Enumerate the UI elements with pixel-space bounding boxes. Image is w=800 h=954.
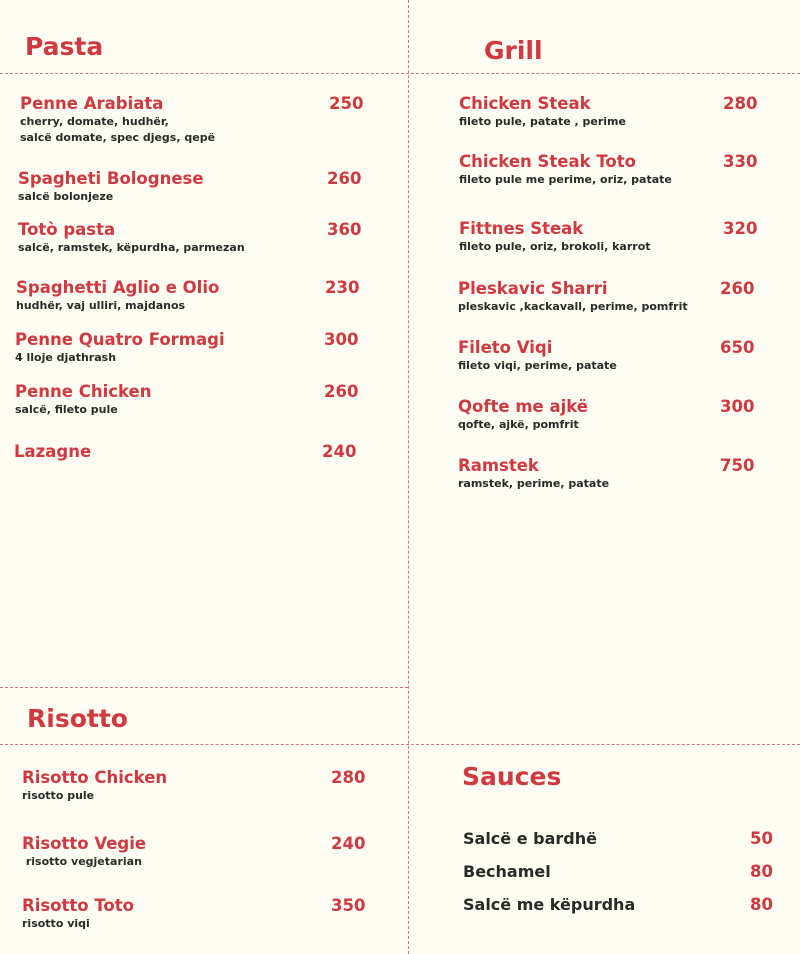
menu-item xyxy=(459,94,626,130)
item-name: Lazagne xyxy=(14,442,92,461)
item-price: 350 xyxy=(331,896,366,915)
item-price: 750 xyxy=(720,456,755,475)
item-price: 360 xyxy=(327,220,362,239)
item-desc: fileto pule, oriz, brokoli, karrot xyxy=(459,240,651,253)
item-name: Totò pasta xyxy=(18,220,116,239)
item-name: Risotto Toto xyxy=(22,896,134,915)
item-name: Pleskavic Sharri xyxy=(458,279,608,298)
item-price: 260 xyxy=(720,279,755,298)
sauce-name: Salcë e bardhë xyxy=(463,829,597,848)
item-name: Fittnes Steak xyxy=(459,219,584,238)
item-desc: risotto vegjetarian xyxy=(22,855,142,868)
item-name: Qofte me ajkë xyxy=(458,397,589,416)
item-name: Ramstek xyxy=(458,456,539,475)
item-price: 260 xyxy=(324,382,359,401)
item-desc: risotto pule xyxy=(22,789,95,802)
item-desc: fileto viqi, perime, patate xyxy=(458,359,617,372)
item-price: 300 xyxy=(720,397,755,416)
menu-item xyxy=(15,330,225,366)
menu-item xyxy=(458,456,609,492)
center-divider xyxy=(408,0,409,954)
item-price: 280 xyxy=(723,94,758,113)
sauces-title: Sauces xyxy=(462,762,562,791)
sauce-name: Bechamel xyxy=(463,862,551,881)
risotto-title: Risotto xyxy=(27,704,128,733)
sauce-price: 80 xyxy=(750,862,773,881)
top-divider xyxy=(0,73,800,74)
pasta-bottom-divider xyxy=(0,687,408,688)
menu-item xyxy=(458,397,588,433)
item-price: 260 xyxy=(327,169,362,188)
item-desc: qofte, ajkë, pomfrit xyxy=(458,418,579,431)
item-price: 240 xyxy=(331,834,366,853)
item-price: 330 xyxy=(723,152,758,171)
menu-item xyxy=(459,152,672,188)
menu-item xyxy=(20,94,215,146)
menu-item xyxy=(458,279,688,315)
item-price: 300 xyxy=(324,330,359,349)
item-desc: salcë domate, spec djegs, qepë xyxy=(20,131,216,144)
item-price: 230 xyxy=(325,278,360,297)
menu-item xyxy=(22,768,167,804)
item-price: 280 xyxy=(331,768,366,787)
item-name: Chicken Steak Toto xyxy=(459,152,636,171)
item-name: Chicken Steak xyxy=(459,94,591,113)
menu-item xyxy=(18,169,204,205)
menu-item xyxy=(22,896,134,932)
item-desc: hudhër, vaj ulliri, majdanos xyxy=(16,299,186,312)
item-price: 650 xyxy=(720,338,755,357)
menu-item xyxy=(458,338,617,374)
pasta-title: Pasta xyxy=(25,32,104,61)
item-desc: fileto pule, patate , perime xyxy=(459,115,626,128)
item-name: Risotto Vegie xyxy=(22,834,147,853)
item-price: 320 xyxy=(723,219,758,238)
item-name: Penne Arabiata xyxy=(20,94,164,113)
lower-divider xyxy=(0,744,800,745)
item-desc: pleskavic ,kackavall, perime, pomfrit xyxy=(458,300,688,313)
item-desc: ramstek, perime, patate xyxy=(458,477,610,490)
item-name: Spaghetti Aglio e Olio xyxy=(16,278,220,297)
item-name: Penne Quatro Formagi xyxy=(15,330,225,349)
item-price: 250 xyxy=(329,94,364,113)
item-desc: salcë bolonjeze xyxy=(18,190,114,203)
menu-item xyxy=(16,278,219,314)
item-name: Spagheti Bolognese xyxy=(18,169,204,188)
menu-item xyxy=(22,834,146,870)
item-desc: salcë, ramstek, këpurdha, parmezan xyxy=(18,241,245,254)
menu-item xyxy=(18,220,245,256)
item-desc: salcë, fileto pule xyxy=(15,403,118,416)
menu-item xyxy=(459,219,651,255)
item-name: Fileto Viqi xyxy=(458,338,553,357)
sauce-name: Salcë me këpurdha xyxy=(463,895,636,914)
item-desc: risotto viqi xyxy=(22,917,90,930)
grill-title: Grill xyxy=(484,36,543,65)
menu-item xyxy=(15,382,151,418)
item-price: 240 xyxy=(322,442,357,461)
sauce-price: 50 xyxy=(750,829,773,848)
item-desc: 4 lloje djathrash xyxy=(15,351,117,364)
item-desc: cherry, domate, hudhër, xyxy=(20,115,169,128)
item-desc: fileto pule me perime, oriz, patate xyxy=(459,173,672,186)
item-name: Penne Chicken xyxy=(15,382,152,401)
item-name: Risotto Chicken xyxy=(22,768,168,787)
menu-item xyxy=(14,442,91,462)
sauce-price: 80 xyxy=(750,895,773,914)
